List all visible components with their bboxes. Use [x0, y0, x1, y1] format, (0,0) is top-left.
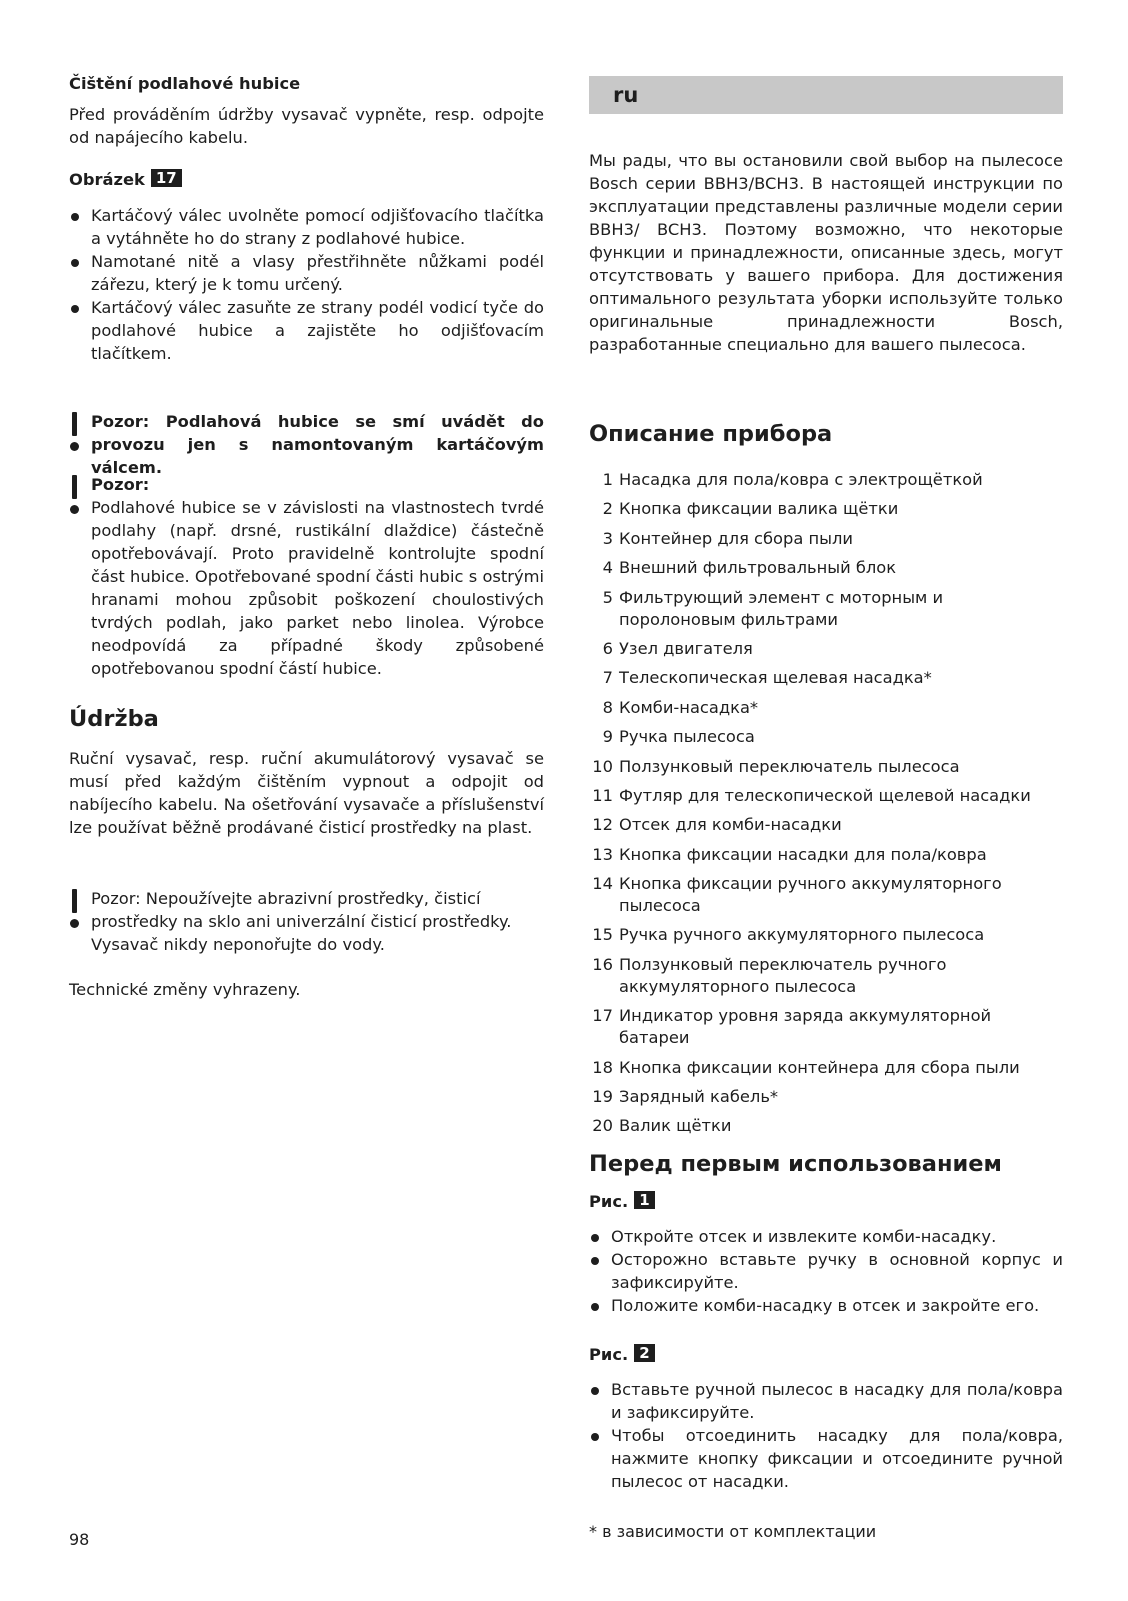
part-item — [589, 924, 1063, 946]
part-number: 8 — [602, 697, 613, 717]
part-item — [589, 697, 1063, 719]
list-item: Kartáčový válec zasuňte ze strany podél vodicí tyče do podlahové hubice a zajistěte ho odjišťovacím tlačítkem. — [69, 296, 544, 365]
warning-title-2: Pozor: — [91, 475, 150, 494]
figure-label: Obrázek — [69, 170, 145, 189]
part-item — [589, 498, 1063, 520]
part-label: Фильтрующий элемент с моторным и поролоновым фильтрами — [619, 587, 944, 629]
list-item: Чтобы отсоединить насадку для пола/ковра, нажмите кнопку фиксации и отсоедините ручной пылесос от насадки. — [589, 1424, 1063, 1493]
part-number: 18 — [592, 1057, 613, 1077]
part-label: Комби-насадка* — [619, 697, 759, 717]
part-item — [589, 785, 1063, 807]
part-item — [589, 587, 1063, 631]
part-label: Кнопка фиксации валика щётки — [619, 499, 899, 519]
list-item: Вставьте ручной пылесос в насадку для пола/ковра и зафиксируйте. — [589, 1378, 1063, 1424]
part-number: 15 — [592, 925, 613, 945]
part-item — [589, 756, 1063, 778]
section-title-description: Описание прибора — [589, 421, 833, 447]
technical-changes-note: Technické změny vyhrazeny. — [69, 980, 301, 999]
list-item: Namotané nitě a vlasy přestřihněte nůžkami podél zářezu, který je k tomu určený. — [69, 250, 544, 296]
part-item — [589, 1057, 1063, 1079]
part-number: 14 — [592, 874, 613, 894]
bullet-icon — [591, 1257, 599, 1265]
part-label: Отсек для комби-насадки — [619, 815, 842, 835]
part-number: 9 — [602, 727, 613, 747]
warning-icon — [69, 475, 81, 515]
section-title-before-first-use: Перед первым использованием — [589, 1151, 1002, 1177]
part-number: 3 — [602, 528, 613, 548]
warning-text-3: Pozor: Nepoužívejte abrazivní prostředky, čisticí prostředky na sklo ani univerzální čisticí prostředky. Vysavač nikdy neponořujte do vody. — [91, 889, 512, 954]
warning-text-1: Pozor: Podlahová hubice se smí uvádět do provozu jen s namontovaným kartáčovým válcem. — [91, 412, 544, 477]
part-label: Насадка для пола/ковра с электрощёткой — [619, 470, 983, 489]
parts-list — [589, 469, 1063, 1137]
bullet-icon — [591, 1387, 599, 1395]
footnote: * в зависимости от комплектации — [589, 1522, 877, 1541]
list-item: Откройте отсек и извлеките комби-насадку. — [589, 1225, 1063, 1248]
part-number: 5 — [602, 587, 613, 607]
part-number: 19 — [592, 1087, 613, 1107]
part-number: 4 — [602, 558, 613, 578]
bullet-icon — [71, 213, 79, 221]
maintenance-text: Ruční vysavač, resp. ruční akumulátorový vysavač se musí před každým čištěním vypnout a odpojit od nabíjecího kabelu. Na ošetřování vysavače a příslušenství lze používat běžně prodávané čisticí prostředky na plast. — [69, 749, 544, 837]
part-item — [589, 814, 1063, 836]
warning-icon — [69, 889, 81, 929]
bullet-icon — [71, 305, 79, 313]
part-label: Индикатор уровня заряда аккумуляторной батареи — [619, 1006, 992, 1048]
bullet-icon — [71, 259, 79, 267]
warning-block-1 — [69, 410, 544, 479]
part-item — [589, 528, 1063, 550]
list-item: Положите комби-насадку в отсек и закройте его. — [589, 1294, 1063, 1317]
fig2-steps-list — [589, 1378, 1063, 1493]
warning-block-2 — [69, 473, 544, 680]
part-number: 6 — [602, 638, 613, 658]
nozzle-cleaning-intro: Před prováděním údržby vysavač vypněte, resp. odpojte od napájecího kabelu. — [69, 105, 544, 147]
figure-reference — [69, 168, 544, 191]
part-label: Ползунковый переключатель ручного аккумуляторного пылесоса — [619, 954, 947, 996]
part-number: 20 — [592, 1116, 613, 1136]
part-label: Контейнер для сбора пыли — [619, 528, 853, 548]
language-code: ru — [613, 83, 639, 107]
intro-paragraph: Мы рады, что вы остановили свой выбор на пылесосе Bosch серии BBH3/BCH3. В настоящей инструкции по эксплуатации представлены различные модели серии BBH3/ BCH3. Поэтому возможно, что некоторые функции и принадлежности, описанные здесь, могут отсутствовать у вашего прибора. Для достижения оптимального результата уборки используйте только оригинальные принадлежности Bosch, разработанные специально для вашего пылесоса. — [589, 151, 1063, 354]
section-title-nozzle-cleaning: Čištění podlahové hubice — [69, 74, 301, 93]
part-number: 12 — [592, 815, 613, 835]
part-item — [589, 1115, 1063, 1137]
part-number: 10 — [592, 756, 613, 776]
part-label: Футляр для телескопической щелевой насадки — [619, 785, 1031, 805]
part-item — [589, 1005, 1063, 1049]
list-item: Осторожно вставьте ручку в основной корпус и зафиксируйте. — [589, 1248, 1063, 1294]
part-item — [589, 469, 1063, 491]
part-item — [589, 954, 1063, 998]
warning-block-3 — [69, 887, 544, 956]
part-number: 2 — [602, 499, 613, 519]
part-label: Ползунковый переключатель пылесоса — [619, 756, 960, 776]
bullet-icon — [591, 1303, 599, 1311]
part-item — [589, 638, 1063, 660]
part-number: 11 — [592, 785, 613, 805]
part-number: 7 — [602, 668, 613, 688]
figure-label: Рис. — [589, 1192, 629, 1211]
warning-icon — [69, 412, 81, 452]
part-item — [589, 844, 1063, 866]
part-label: Кнопка фиксации ручного аккумуляторного пылесоса — [619, 874, 1002, 916]
figure-reference-1 — [589, 1190, 1063, 1213]
language-header-bar — [589, 76, 1063, 114]
warning-text-2: Podlahové hubice se v závislosti na vlastnostech tvrdé podlahy (např. drsné, rustikální dlaždice) částečně opotřebovávají. Proto pravidelně kontrolujte spodní část hubice. Opotřebované spodní části hubic s ostrými hranami mohou způsobit poškození choulostivých tvrdých podlah, jako parket nebo linolea. Výrobce neodpovídá za případné škody způsobené opotřebovanou spodní částí hubice. — [91, 498, 544, 678]
bullet-icon — [591, 1433, 599, 1441]
figure-number-badge: 1 — [634, 1191, 654, 1209]
bullet-icon — [591, 1234, 599, 1242]
part-label: Зарядный кабель* — [619, 1087, 779, 1107]
part-item — [589, 667, 1063, 689]
fig1-steps-list — [589, 1225, 1063, 1317]
part-item — [589, 557, 1063, 579]
part-label: Ручка пылесоса — [619, 727, 755, 747]
list-item: Kartáčový válec uvolněte pomocí odjišťovacího tlačítka a vytáhněte ho do strany z podlahové hubice. — [69, 204, 544, 250]
figure-number-badge: 17 — [151, 169, 182, 187]
figure-number-badge: 2 — [634, 1344, 654, 1362]
part-item — [589, 1086, 1063, 1108]
cleaning-steps-list — [69, 204, 544, 365]
figure-label: Рис. — [589, 1345, 629, 1364]
part-number: 17 — [592, 1006, 613, 1026]
part-label: Внешний фильтровальный блок — [619, 558, 897, 578]
figure-reference-2 — [589, 1343, 1063, 1366]
section-title-maintenance: Údržba — [69, 706, 159, 732]
part-item — [589, 726, 1063, 748]
part-item — [589, 873, 1063, 917]
part-number: 13 — [592, 844, 613, 864]
part-number: 16 — [592, 954, 613, 974]
part-label: Кнопка фиксации насадки для пола/ковра — [619, 844, 987, 864]
part-label: Валик щётки — [619, 1116, 732, 1136]
part-label: Ручка ручного аккумуляторного пылесоса — [619, 925, 985, 945]
part-label: Телескопическая щелевая насадка* — [619, 668, 932, 688]
part-label: Кнопка фиксации контейнера для сбора пыли — [619, 1057, 1020, 1077]
page-number: 98 — [69, 1530, 90, 1549]
part-label: Узел двигателя — [619, 638, 753, 658]
part-number: 1 — [602, 470, 613, 489]
